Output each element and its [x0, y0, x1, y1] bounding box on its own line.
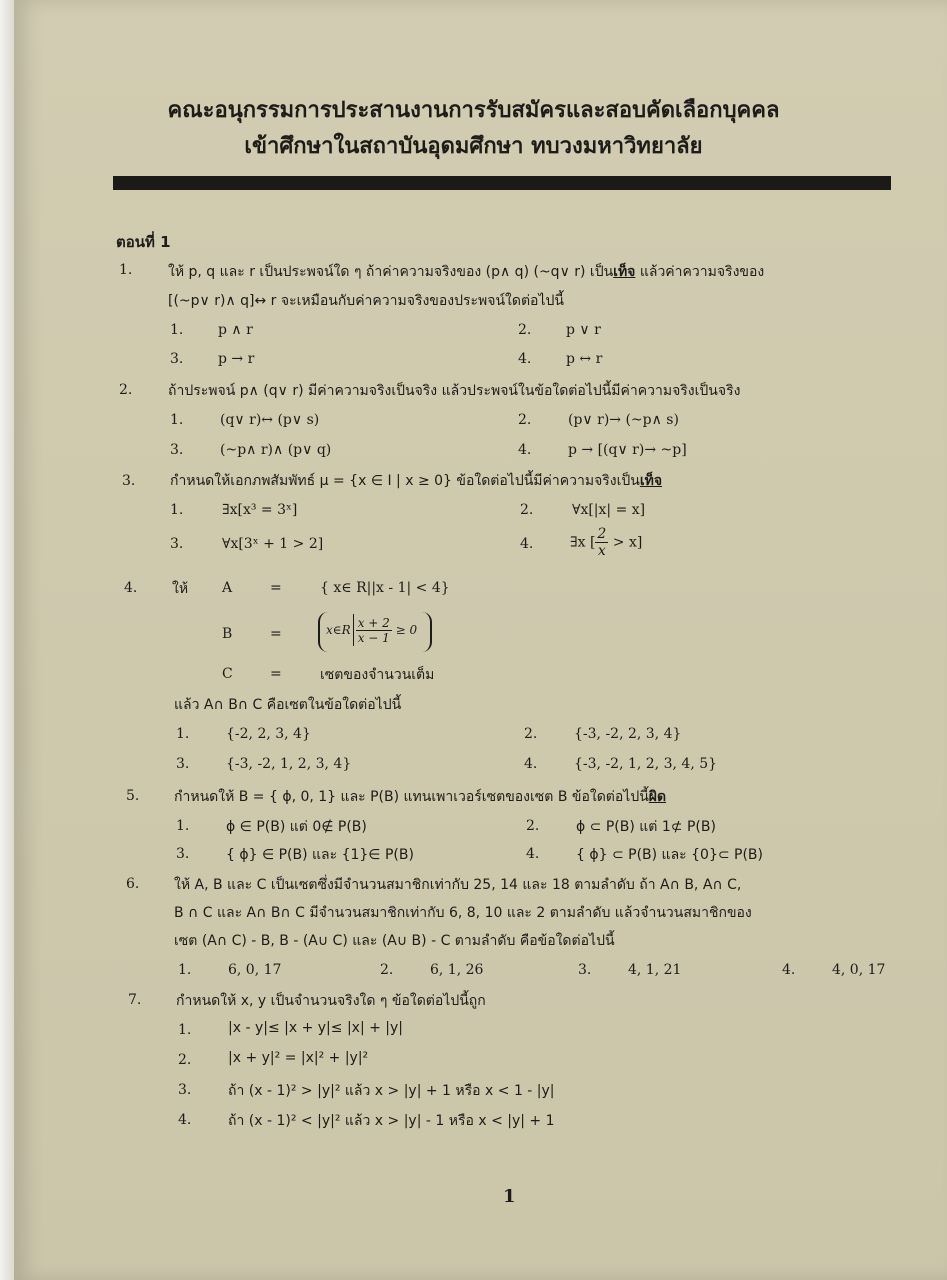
q1-number: 1.: [119, 262, 133, 278]
q2-choice-4-num: 4.: [518, 442, 532, 458]
q4-A-name: A: [222, 580, 233, 596]
q7-choice-4: ถ้า (x - 1)² < |y|² แล้ว x > |y| - 1 หรือ x < |y| + 1: [228, 1113, 555, 1129]
q5-choice-4: { ϕ} ⊂ P(B) และ {0}⊂ P(B): [576, 847, 763, 863]
q2-choice-2-num: 2.: [518, 412, 532, 428]
q4-C-def: เซตของจำนวนเต็ม: [320, 667, 435, 683]
q1-choice-3: p → r: [218, 351, 255, 367]
q6-number: 6.: [126, 876, 140, 892]
q3-choice-2: ∀x[|x| = x]: [572, 502, 646, 518]
q5-choice-4-num: 4.: [526, 846, 540, 862]
q5-stem: กำหนดให้ B = { ϕ, 0, 1} และ P(B) แทนเพาเวอร์เซตของเซต B ข้อใดต่อไปนี้ผิด: [174, 789, 667, 805]
q4-choice-2: {-3, -2, 2, 3, 4}: [574, 726, 682, 742]
q4-choice-1: {-2, 2, 3, 4}: [226, 726, 311, 742]
q3-choice-3: ∀x[3ˣ + 1 > 2]: [222, 536, 324, 552]
q7-choice-2: |x + y|² = |x|² + |y|²: [228, 1050, 369, 1066]
q4-choice-4: {-3, -2, 1, 2, 3, 4, 5}: [574, 756, 718, 772]
q3-number: 3.: [122, 473, 136, 489]
q4-choice-4-num: 4.: [524, 756, 538, 772]
q3-choice-2-num: 2.: [520, 502, 534, 518]
q4-choice-3-num: 3.: [176, 756, 190, 772]
q1-choice-1: p ∧ r: [218, 322, 253, 338]
q5-choice-1: ϕ ∈ P(B) แต่ 0∉ P(B): [226, 819, 367, 835]
q1-choice-3-num: 3.: [170, 351, 184, 367]
q4-choice-1-num: 1.: [176, 726, 190, 742]
q2-number: 2.: [119, 382, 133, 398]
q4-C-name: C: [222, 666, 233, 682]
q5-choice-2-num: 2.: [526, 818, 540, 834]
q2-choice-3-num: 3.: [170, 442, 184, 458]
q1-choice-1-num: 1.: [170, 322, 184, 338]
q4-C-eq: =: [270, 666, 282, 682]
q6-choice-2: 6, 1, 26: [430, 962, 484, 978]
q5-choice-3: { ϕ} ∈ P(B) และ {1}∈ P(B): [226, 847, 414, 863]
q6-choice-1: 6, 0, 17: [228, 962, 282, 978]
q3-stem: กำหนดให้เอกภพสัมพัทธ์ μ = {x ∈ I | x ≥ 0} ข้อใดต่อไปนี้มีค่าความจริงเป็นเท็จ: [170, 473, 663, 489]
q6-choice-2-num: 2.: [380, 962, 394, 978]
section-title: ตอนที่ 1: [116, 233, 171, 251]
q3-choice-1-num: 1.: [170, 502, 184, 518]
q4-give: ให้: [172, 581, 189, 597]
q6-choice-3: 4, 1, 21: [628, 962, 682, 978]
q6-stem-line1: ให้ A, B และ C เป็นเซตซึ่งมีจำนวนสมาชิกเท่ากับ 25, 14 และ 18 ตามลำดับ ถ้า A∩ B, A∩ C,: [174, 877, 742, 893]
q5-choice-2: ϕ ⊂ P(B) แต่ 1⊄ P(B): [576, 819, 716, 835]
q2-choice-4: p → [(q∨ r)→ ~p]: [568, 442, 687, 458]
page-edge: [0, 0, 14, 1280]
q1-stem-line1: ให้ p, q และ r เป็นประพจน์ใด ๆ ถ้าค่าความจริงของ (p∧ q) (~q∨ r) เป็นเท็จ แล้วค่าความจริงของ: [168, 264, 765, 280]
q4-choice-2-num: 2.: [524, 726, 538, 742]
q7-choice-1-num: 1.: [178, 1022, 192, 1038]
header-line-1: คณะอนุกรรมการประสานงานการรับสมัครและสอบคัดเลือกบุคคล: [167, 98, 780, 123]
q4-B-def: x∈R $\frac{x + 2}{x - 1}$ ≥ 0: [326, 615, 418, 645]
q5-choice-3-num: 3.: [176, 846, 190, 862]
q6-choice-4: 4, 0, 17: [832, 962, 886, 978]
q1-stem-line2: [(~p∨ r)∧ q]↔ r จะเหมือนกับค่าความจริงของประพจน์ใดต่อไปนี้: [168, 293, 564, 309]
header-line-2: เข้าศึกษาในสถาบันอุดมศึกษา ทบวงมหาวิทยาลัย: [244, 134, 703, 159]
q2-choice-3: (~p∧ r)∧ (p∨ q): [220, 442, 332, 458]
q7-choice-3-num: 3.: [178, 1082, 192, 1098]
q5-choice-1-num: 1.: [176, 818, 190, 834]
q5-number: 5.: [126, 788, 140, 804]
q7-choice-1: |x - y|≤ |x + y|≤ |x| + |y|: [228, 1020, 404, 1036]
q3-choice-3-num: 3.: [170, 536, 184, 552]
q4-A-def: { x∈ R||x - 1| < 4}: [320, 580, 450, 596]
q1-choice-4-num: 4.: [518, 351, 532, 367]
q2-stem: ถ้าประพจน์ p∧ (q∨ r) มีค่าความจริงเป็นจริง แล้วประพจน์ในข้อใดต่อไปนี้มีค่าความจริงเป็นจริง: [168, 383, 741, 399]
q6-choice-3-num: 3.: [578, 962, 592, 978]
q4-B-name: B: [222, 626, 233, 642]
q2-choice-2: (p∨ r)→ (~p∧ s): [568, 412, 679, 428]
q3-choice-4-num: 4.: [520, 536, 534, 552]
q3-choice-1: ∃x[x³ = 3ˣ]: [222, 502, 298, 518]
q4-B-eq: =: [270, 626, 282, 642]
page-number: 1: [503, 1186, 516, 1207]
q7-stem: กำหนดให้ x, y เป็นจำนวนจริงใด ๆ ข้อใดต่อไปนี้ถูก: [176, 993, 486, 1009]
q7-choice-4-num: 4.: [178, 1112, 192, 1128]
q1-choice-2: p ∨ r: [566, 322, 601, 338]
header-divider: [113, 176, 891, 190]
q1-choice-4: p ↔ r: [566, 351, 603, 367]
q4-question: แล้ว A∩ B∩ C คือเซตในข้อใดต่อไปนี้: [174, 697, 402, 713]
q7-choice-2-num: 2.: [178, 1052, 192, 1068]
q2-choice-1: (q∨ r)↔ (p∨ s): [220, 412, 320, 428]
q6-stem-line2: B ∩ C และ A∩ B∩ C มีจำนวนสมาชิกเท่ากับ 6, 8, 10 และ 2 ตามลำดับ แล้วจำนวนสมาชิกของ: [174, 905, 752, 921]
q7-number: 7.: [128, 992, 142, 1008]
q1-choice-2-num: 2.: [518, 322, 532, 338]
q6-stem-line3: เซต (A∩ C) - B, B - (A∪ C) และ (A∪ B) - C ตามลำดับ คือข้อใดต่อไปนี้: [174, 933, 615, 949]
q7-choice-3: ถ้า (x - 1)² > |y|² แล้ว x > |y| + 1 หรือ x < 1 - |y|: [228, 1083, 555, 1099]
q3-choice-4: ∃x [ $\frac{2}{x}$ > x]: [570, 526, 643, 559]
q6-choice-4-num: 4.: [782, 962, 796, 978]
q6-choice-1-num: 1.: [178, 962, 192, 978]
q4-A-eq: =: [270, 580, 282, 596]
q2-choice-1-num: 1.: [170, 412, 184, 428]
q4-choice-3: {-3, -2, 1, 2, 3, 4}: [226, 756, 352, 772]
q4-number: 4.: [124, 580, 138, 596]
